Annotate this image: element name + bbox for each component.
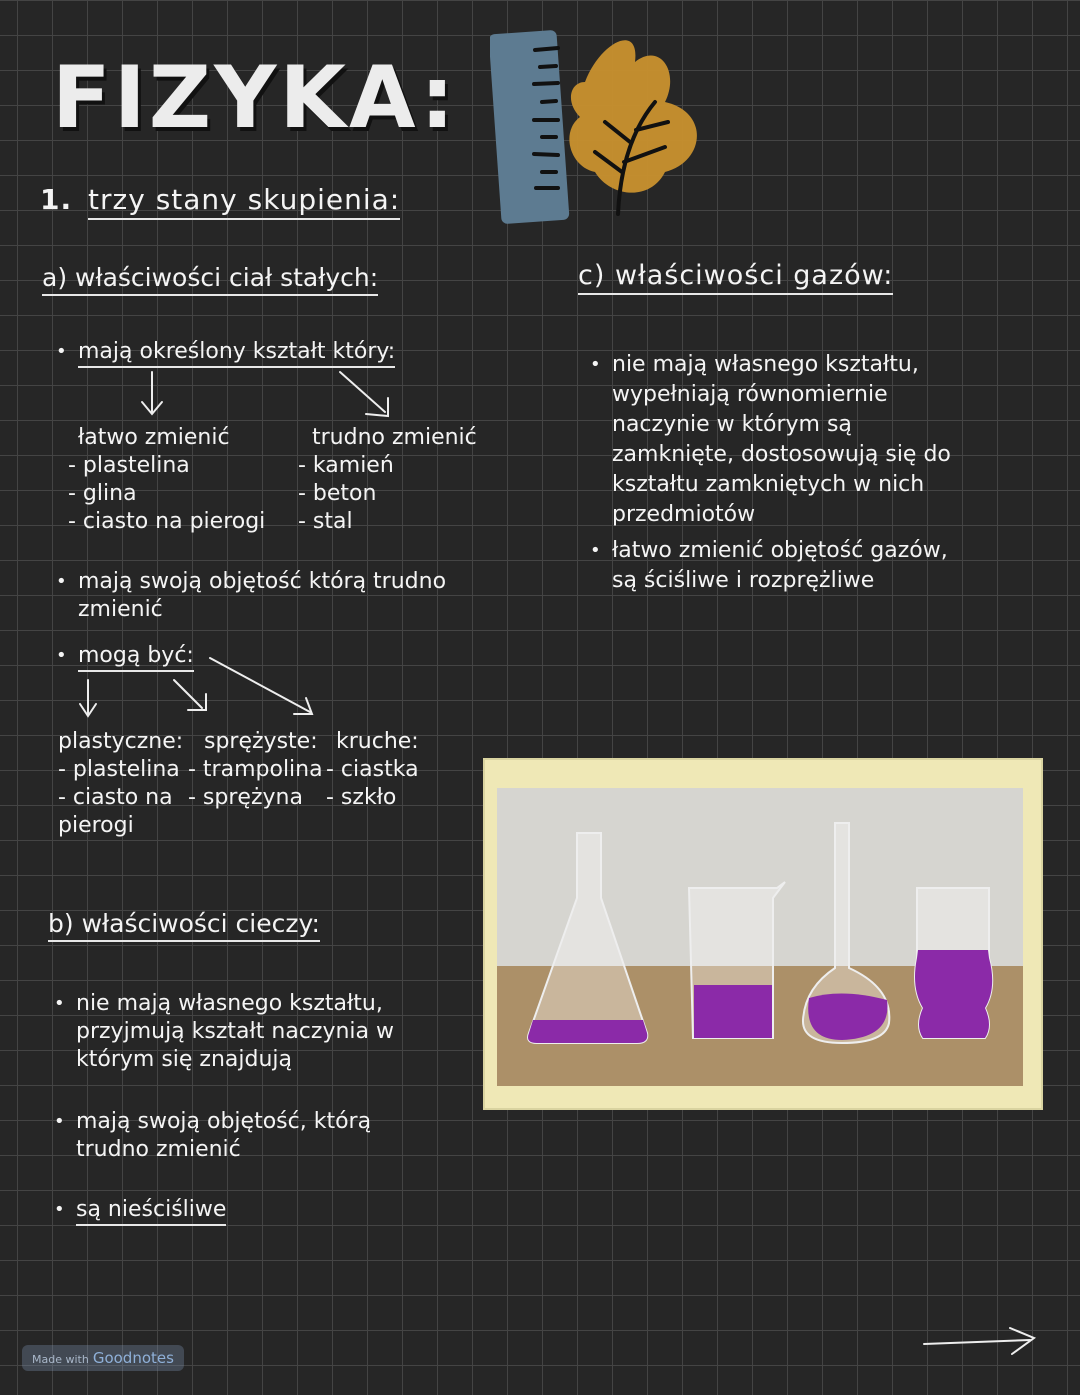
- easy-item: - glina: [68, 481, 137, 506]
- liquids-heading: [48, 910, 320, 938]
- liquid-point: [76, 1196, 226, 1224]
- elastic-item: - trampolina: [188, 757, 323, 782]
- brittle-item: - szkło: [326, 785, 397, 810]
- elastic-label: sprężyste:: [204, 729, 318, 754]
- liquid-point-text: nie mają własnego kształtu, przyjmują kształt naczynia w którym się znajdują: [76, 991, 394, 1072]
- hard-item: - stal: [298, 509, 353, 534]
- plastic-label: plastyczne:: [58, 729, 184, 754]
- arrow-diagonal-icon: [340, 372, 385, 412]
- liquids-heading-text: b) właściwości cieczy:: [48, 909, 320, 942]
- section-number: 1.: [40, 183, 73, 216]
- page-title: FIZYKA:: [52, 48, 458, 148]
- elastic-group: [188, 728, 323, 812]
- liquid-point-text: są nieściśliwe: [76, 1197, 226, 1226]
- solids-volume-point: [78, 568, 528, 624]
- solids-can-be-text: mogą być:: [78, 643, 194, 672]
- drinking-glass: [915, 888, 992, 1038]
- brand-name: Goodnotes: [92, 1349, 174, 1367]
- easy-item: - ciasto na pierogi: [68, 509, 266, 534]
- gases-heading: [578, 262, 893, 290]
- solids-shape-text: mają określony kształt który:: [78, 339, 395, 368]
- liquid-point-text: mają swoją objętość, którą trudno zmienić: [76, 1109, 372, 1162]
- made-with-badge[interactable]: [22, 1345, 184, 1371]
- section-title: trzy stany skupienia:: [88, 183, 400, 220]
- elastic-item: - sprężyna: [188, 785, 303, 810]
- leaf-icon: [569, 40, 697, 214]
- made-with-text: Made with: [32, 1353, 89, 1366]
- plastic-item: - ciasto na: [58, 785, 173, 810]
- can-be-arrows: [74, 652, 324, 722]
- gas-point: [612, 350, 972, 530]
- ruler-icon: [490, 30, 570, 224]
- brittle-group: [326, 728, 419, 812]
- solids-heading-text: a) właściwości ciał stałych:: [42, 263, 378, 296]
- hard-item: - beton: [298, 481, 377, 506]
- arrow-right-icon[interactable]: [920, 1320, 1040, 1360]
- ruler-leaf-illustration: [490, 22, 720, 232]
- plastic-group: [58, 728, 183, 840]
- glassware-photo: [497, 788, 1023, 1086]
- plastic-item: pierogi: [58, 813, 134, 838]
- photo-frame: [483, 758, 1043, 1110]
- glassware-illustration: [497, 788, 1023, 1086]
- solids-volume-text: mają swoją objętość którą trudno zmienić: [78, 569, 447, 622]
- solids-heading: [42, 264, 378, 292]
- liquid-point: [76, 1108, 436, 1164]
- liquid-point: [76, 990, 476, 1074]
- hard-change-label: trudno zmienić: [312, 425, 477, 450]
- plastic-item: - plastelina: [58, 757, 180, 782]
- gas-point-text: nie mają własnego kształtu, wypełniają równomiernie naczynie w którym są zamknięte, dostosowują się do kształtu zamkniętych w nich przedmiotów: [612, 352, 951, 527]
- easy-change-label: łatwo zmienić: [78, 425, 230, 450]
- easy-change-group: [68, 424, 266, 536]
- gases-heading-text: c) właściwości gazów:: [578, 260, 893, 295]
- hard-item: - kamień: [298, 453, 394, 478]
- beaker: [689, 882, 785, 1038]
- hard-change-group: [298, 424, 477, 536]
- section-heading: [40, 183, 401, 216]
- easy-item: - plastelina: [68, 453, 190, 478]
- brittle-item: - ciastka: [326, 757, 419, 782]
- gas-point: [612, 536, 972, 596]
- solids-shape-point: [78, 338, 395, 366]
- gas-point-text: łatwo zmienić objętość gazów, są ściśliwe i rozprężliwe: [612, 538, 948, 593]
- shape-arrows: [130, 368, 410, 428]
- brittle-label: kruche:: [336, 729, 419, 754]
